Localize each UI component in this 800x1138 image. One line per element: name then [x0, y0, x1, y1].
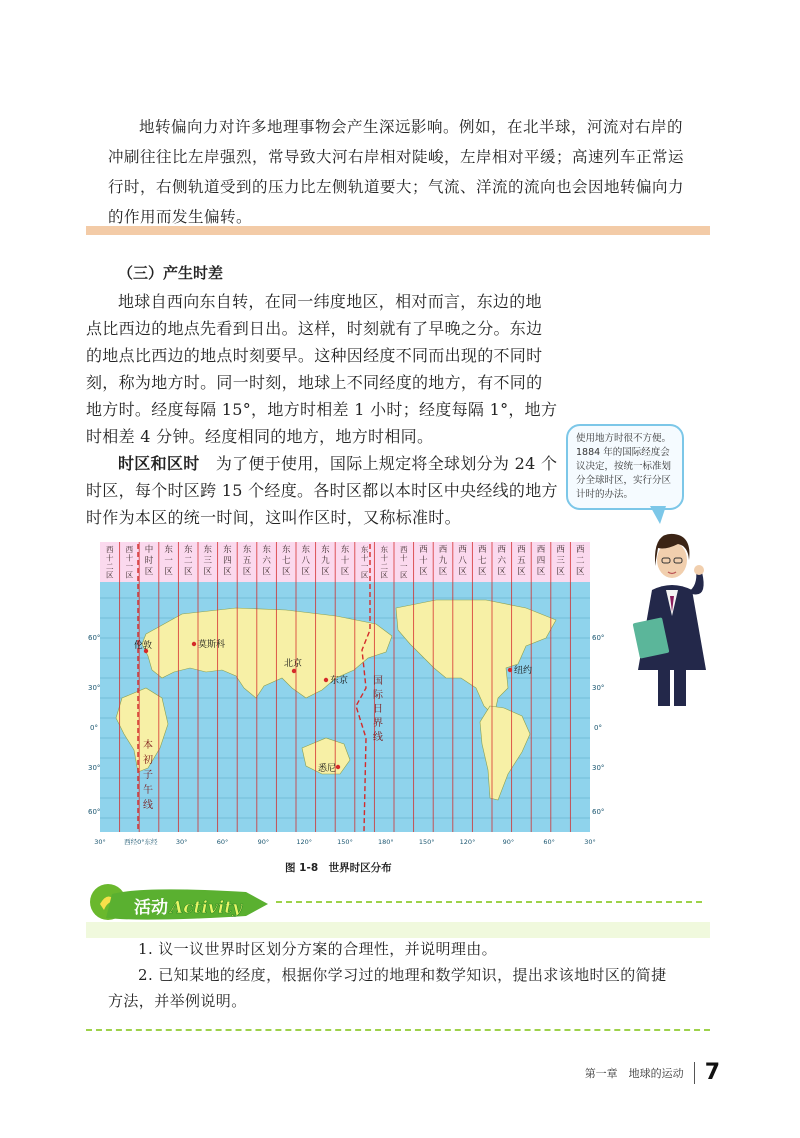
zone-label	[262, 544, 271, 577]
activity-item-2	[108, 962, 708, 988]
svg-text:区: 区	[340, 567, 350, 577]
longitude-label: 90°	[257, 838, 270, 846]
prime-meridian-label	[143, 738, 153, 811]
lat-30s-right: 30°	[592, 764, 605, 772]
activity-item-1-text: 1. 议一议世界时区划分方案的合理性，并说明理由。	[138, 940, 498, 958]
lat-30s: 30°	[88, 764, 101, 772]
longitude-label: 30°	[94, 838, 106, 846]
svg-text:西: 西	[438, 545, 448, 555]
longitude-label: 120°	[459, 838, 476, 846]
svg-text:十: 十	[360, 553, 369, 563]
svg-text:东: 东	[321, 545, 330, 555]
zone-label	[302, 544, 311, 577]
section-divider	[86, 226, 710, 235]
bubble-text: 使用地方时很不方便。1884 年的国际经度会议决定，按统一标准划分全球时区，实行分区计时的办法。	[576, 433, 672, 500]
vertical-label-char: 日	[373, 704, 383, 715]
chapter-title: 第一章 地球的运动	[584, 1066, 684, 1080]
svg-text:八: 八	[301, 556, 311, 566]
svg-text:区: 区	[380, 570, 388, 580]
svg-text:西: 西	[536, 545, 546, 555]
svg-text:西: 西	[125, 545, 134, 554]
lat-60n-right: 60°	[592, 634, 605, 642]
svg-text:东: 东	[380, 545, 388, 554]
svg-text:西: 西	[556, 545, 565, 555]
svg-text:六: 六	[497, 556, 507, 566]
lat-0: 0°	[90, 724, 98, 732]
zone-label	[576, 545, 585, 577]
svg-text:二: 二	[380, 562, 388, 571]
intro-line-3: 行时，右侧轨道受到的压力比左侧轨道要大；气流、洋流的流向也会因地转偏向力	[108, 178, 685, 196]
svg-text:区: 区	[517, 567, 526, 577]
section-body	[86, 288, 558, 531]
city-newyork: 纽约	[514, 666, 533, 676]
svg-text:四: 四	[536, 556, 546, 566]
lat-60s-right: 60°	[592, 808, 605, 816]
longitude-label: 西经0°东经	[124, 838, 158, 846]
zone-label	[537, 545, 546, 577]
zone-label	[361, 544, 369, 580]
teacher-speech-bubble	[566, 424, 684, 510]
beijing-marker	[292, 669, 296, 673]
zone-label	[321, 544, 330, 577]
svg-text:区: 区	[400, 570, 408, 580]
svg-text:区: 区	[321, 567, 330, 577]
vertical-label-char: 界	[373, 718, 383, 729]
svg-text:十: 十	[380, 553, 388, 563]
activity-title-en: Activity	[170, 898, 242, 918]
zone-label	[223, 544, 232, 577]
svg-text:西: 西	[517, 545, 526, 555]
svg-text:区: 区	[106, 570, 114, 580]
figure-caption: 图 1-8 世界时区分布	[285, 862, 392, 874]
longitude-label: 60°	[543, 838, 555, 846]
longitude-label: 60°	[216, 838, 229, 846]
vertical-label-char: 际	[373, 690, 383, 701]
lat-0-right: 0°	[594, 724, 602, 732]
vertical-label-char: 初	[143, 755, 153, 766]
date-line-label	[373, 675, 384, 743]
svg-text:七: 七	[477, 556, 487, 566]
longitude-label: 120°	[296, 838, 313, 846]
svg-text:一: 一	[360, 562, 369, 571]
svg-text:区: 区	[438, 567, 448, 577]
svg-text:十: 十	[400, 553, 408, 563]
svg-text:一: 一	[125, 562, 134, 571]
lat-60s: 60°	[88, 808, 101, 816]
svg-text:西: 西	[497, 545, 507, 555]
svg-text:二: 二	[183, 556, 193, 566]
svg-text:九: 九	[321, 556, 330, 566]
svg-text:区: 区	[477, 567, 487, 577]
svg-text:区: 区	[125, 570, 134, 580]
svg-text:区: 区	[262, 567, 271, 577]
sydney-marker	[336, 765, 340, 769]
zone-label	[341, 544, 350, 577]
svg-text:西: 西	[400, 545, 408, 554]
svg-text:三: 三	[203, 556, 213, 566]
newyork-marker	[508, 668, 512, 672]
zone-label	[556, 545, 565, 577]
svg-text:区: 区	[497, 567, 507, 577]
svg-text:东: 东	[301, 545, 311, 555]
activity-item-1	[108, 936, 708, 962]
svg-text:区: 区	[536, 567, 546, 577]
svg-text:四: 四	[223, 556, 232, 566]
svg-text:东: 东	[242, 545, 252, 555]
vertical-label-char: 线	[373, 732, 383, 743]
activity-list	[108, 936, 708, 1014]
page-number: 7	[704, 1060, 720, 1085]
zone-label	[419, 545, 428, 577]
zone-label	[184, 544, 193, 577]
longitude-label: 150°	[418, 838, 435, 846]
zone-label	[126, 545, 134, 580]
zone-label	[164, 544, 173, 577]
longitude-label: 30°	[175, 838, 188, 846]
svg-text:十: 十	[125, 553, 134, 563]
paragraph-local-time: 地球自西向东自转，在同一纬度地区，相对而言，东边的地点比西边的地点先看到日出。这样，时刻就有了早晚之分。东边的地点比西边的地点时刻要早。这种因经度不同而出现的不同时刻，称为地方时。同一时刻，地球上不同经度的地方，有不同的地方时。经度每隔 15°，地方时相差 1 小时；经度每隔 1°，地方时相差 4 分钟。经度相同的地方，地方时相同。	[86, 292, 558, 446]
vertical-label-char: 子	[143, 770, 153, 781]
svg-text:八: 八	[458, 556, 467, 566]
svg-text:区: 区	[144, 567, 154, 577]
svg-text:西: 西	[106, 545, 114, 554]
teacher-illustration	[622, 520, 722, 710]
svg-text:东: 东	[164, 545, 173, 555]
tokyo-marker	[324, 678, 328, 682]
svg-text:十: 十	[106, 553, 114, 563]
svg-text:区: 区	[183, 567, 193, 577]
zone-label	[400, 545, 408, 580]
zone-label	[439, 545, 448, 577]
svg-text:区: 区	[242, 567, 252, 577]
activity-end-divider	[86, 1029, 710, 1031]
zone-label	[498, 545, 507, 577]
svg-text:十: 十	[419, 556, 428, 566]
svg-text:东: 东	[340, 545, 350, 555]
svg-text:一: 一	[400, 562, 408, 571]
zone-label	[380, 544, 388, 580]
svg-text:区: 区	[575, 567, 585, 577]
vertical-label-char: 午	[143, 785, 153, 796]
zone-label	[204, 544, 213, 577]
zone-label	[243, 544, 252, 577]
longitude-label: 180°	[377, 838, 394, 846]
activity-title-cn: 活动	[134, 898, 168, 918]
intro-line-4: 的作用而发生偏转。	[108, 208, 253, 226]
svg-text:区: 区	[556, 567, 565, 577]
time-zone-body: 为了便于使用，国际上规定将全球划分为 24 个时区，每个时区跨 15 个经度。各时区都以本时区中央经线的地方时作为本区的统一时间，这叫作区时，又称标准时。	[86, 454, 558, 527]
svg-text:东: 东	[360, 545, 369, 554]
city-beijing: 北京	[284, 659, 303, 669]
svg-text:区: 区	[164, 567, 173, 577]
svg-text:区: 区	[301, 567, 311, 577]
zone-label	[106, 545, 114, 580]
zone-label	[282, 544, 291, 577]
footer-divider	[694, 1062, 695, 1084]
svg-text:六: 六	[262, 556, 271, 566]
svg-text:东: 东	[262, 545, 271, 555]
svg-text:西: 西	[458, 545, 467, 555]
paragraph-time-zones	[86, 450, 558, 531]
activity-item-2-text-a: 2. 已知某地的经度，根据你学习过的地理和数学知识，提出求该地时区的简捷	[138, 966, 667, 984]
svg-text:时: 时	[144, 556, 154, 566]
svg-text:区: 区	[360, 570, 369, 580]
zone-label	[145, 544, 154, 577]
svg-text:区: 区	[223, 567, 232, 577]
vertical-label-char: 线	[143, 800, 153, 811]
longitude-label: 90°	[502, 838, 515, 846]
svg-text:二: 二	[106, 562, 114, 571]
svg-text:五: 五	[517, 556, 526, 566]
lat-60n: 60°	[88, 634, 101, 642]
svg-text:西: 西	[419, 545, 428, 555]
longitude-label: 30°	[584, 838, 596, 846]
city-sydney: 悉尼	[318, 764, 337, 774]
svg-text:中: 中	[144, 545, 154, 555]
lat-30n: 30°	[88, 684, 101, 692]
svg-text:东: 东	[183, 545, 193, 555]
zone-label	[458, 545, 467, 577]
svg-text:三: 三	[556, 556, 565, 566]
svg-text:五: 五	[242, 556, 252, 566]
svg-text:区: 区	[458, 567, 467, 577]
intro-paragraph	[108, 112, 698, 232]
zone-label	[478, 545, 487, 577]
intro-line-2: 冲刷往往比左岸强烈，常导致大河右岸相对陡峻，左岸相对平缓；高速列车正常运	[108, 148, 685, 166]
svg-text:西: 西	[575, 545, 585, 555]
city-tokyo: 东京	[330, 676, 349, 686]
svg-text:东: 东	[203, 545, 213, 555]
activity-title	[134, 893, 242, 918]
vertical-label-char: 国	[373, 676, 383, 687]
zone-label	[517, 545, 526, 577]
term-time-zone: 时区和区时	[118, 454, 200, 473]
city-moscow: 莫斯科	[198, 640, 226, 650]
svg-text:东: 东	[223, 545, 232, 555]
lat-30n-right: 30°	[592, 684, 605, 692]
svg-text:区: 区	[419, 567, 428, 577]
activity-item-2-cont: 方法，并举例说明。	[108, 992, 247, 1010]
moscow-marker	[192, 642, 196, 646]
svg-text:一: 一	[164, 556, 173, 566]
svg-text:区: 区	[203, 567, 213, 577]
svg-text:二: 二	[575, 556, 585, 566]
intro-line-1: 地转偏向力对许多地理事物会产生深远影响。例如，在北半球，河流对右岸的	[139, 118, 684, 136]
svg-text:东: 东	[281, 545, 291, 555]
longitude-label: 150°	[337, 838, 353, 846]
vertical-label-char: 本	[143, 740, 153, 751]
svg-text:十: 十	[340, 556, 350, 566]
svg-text:西: 西	[477, 545, 487, 555]
svg-text:九: 九	[438, 556, 448, 566]
svg-text:七: 七	[281, 556, 291, 566]
section-heading: （三）产生时差	[118, 264, 224, 282]
world-time-zone-map	[86, 538, 606, 850]
city-london: 伦敦	[134, 641, 153, 651]
page-footer	[585, 1060, 720, 1085]
svg-text:区: 区	[281, 567, 291, 577]
